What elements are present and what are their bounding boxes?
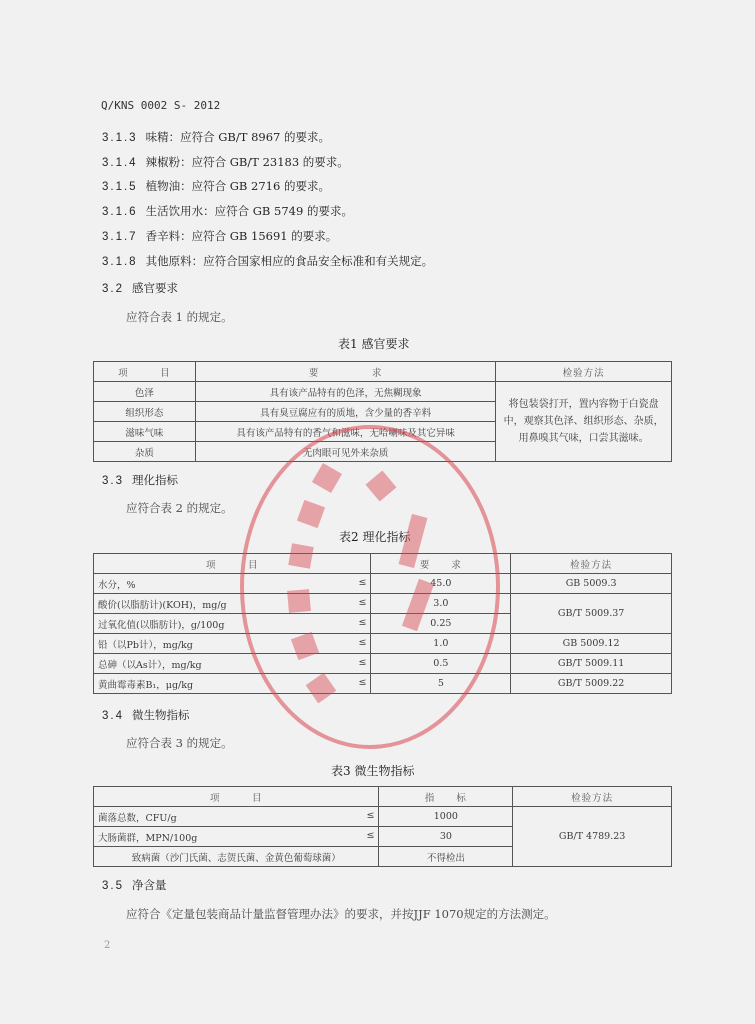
item-cell: 滋味气味: [94, 422, 196, 442]
section-3-2-heading: 3.2 感官要求: [102, 281, 178, 295]
official-seal-stamp: [230, 415, 510, 765]
item-cell: 色泽: [94, 382, 196, 402]
value-cell: 不得检出: [379, 847, 513, 867]
method-cell: GB 5009.12: [511, 634, 672, 654]
value-cell: 0.25: [371, 614, 511, 634]
section-3-3-paragraph: 应符合表 2 的规定。: [126, 501, 233, 515]
item-cell: 杂质: [94, 442, 196, 462]
header-cell: 检验方法: [513, 787, 672, 807]
page-number: 2: [104, 940, 111, 951]
section-3-3-heading: 3.3 理化指标: [102, 473, 178, 487]
header-cell: 检验方法: [511, 554, 672, 574]
value-cell: 0.5: [371, 654, 511, 674]
table-row: [94, 382, 672, 402]
item-cell: 大肠菌群，MPN/100g ≤: [94, 827, 379, 847]
table3-caption: 表3 微生物指标: [331, 764, 415, 778]
table-row: [94, 807, 672, 827]
value-cell: 30: [379, 827, 513, 847]
clause-3-1-8: 3.1.8 其他原料：应符合国家相应的食品安全标准和有关规定。: [102, 254, 434, 268]
item-cell: 致病菌（沙门氏菌、志贺氏菌、金黄色葡萄球菌）: [94, 847, 379, 867]
seal-glyphs: [287, 463, 434, 703]
method-cell: 将包装袋打开，置内容物于白瓷盘中，观察其色泽、组织形态、杂质，用鼻嗅其气味，口尝其滋味。: [496, 382, 672, 462]
section-3-4-heading: 3.4 微生物指标: [102, 708, 190, 722]
clause-3-1-7: 3.1.7 香辛料：应符合 GB 15691 的要求。: [102, 229, 338, 243]
section-3-2-paragraph: 应符合表 1 的规定。: [126, 310, 233, 324]
item-cell: 组织形态: [94, 402, 196, 422]
value-cell: 5: [371, 674, 511, 694]
standard-code: Q/KNS 0002 S- 2012: [101, 99, 221, 112]
section-3-5-paragraph: 应符合《定量包装商品计量监督管理办法》的要求，并按JJF 1070规定的方法测定。: [126, 907, 556, 921]
item-cell: 菌落总数，CFU/g ≤: [94, 807, 379, 827]
table-header-row: [94, 362, 672, 382]
value-cell: 3.0: [371, 594, 511, 614]
section-3-4-paragraph: 应符合表 3 的规定。: [126, 736, 233, 750]
section-3-5-heading: 3.5 净含量: [102, 878, 167, 892]
header-cell: 项 目: [94, 362, 196, 382]
clause-3-1-4: 3.1.4 辣椒粉：应符合 GB/T 23183 的要求。: [102, 155, 349, 169]
method-cell: GB/T 5009.37: [511, 594, 672, 634]
method-cell: GB/T 5009.11: [511, 654, 672, 674]
requirement-cell: 具有该产品特有的香气和滋味，无哈喇味及其它异味: [195, 422, 495, 442]
item-cell: 水分，% ≤: [94, 574, 371, 594]
table2-caption: 表2 理化指标: [339, 530, 411, 544]
header-cell: 要 求: [195, 362, 495, 382]
header-cell: 项 目: [94, 554, 371, 574]
value-cell: 1.0: [371, 634, 511, 654]
value-cell: 45.0: [371, 574, 511, 594]
item-cell: 总砷（以As计），mg/kg ≤: [94, 654, 371, 674]
requirement-cell: 具有臭豆腐应有的质地，含少量的香辛料: [195, 402, 495, 422]
method-cell: GB/T 5009.22: [511, 674, 672, 694]
table3-microbiological: [93, 786, 672, 867]
clause-3-1-6: 3.1.6 生活饮用水：应符合 GB 5749 的要求。: [102, 204, 353, 218]
header-cell: 项 目: [94, 787, 379, 807]
requirement-cell: 无肉眼可见外来杂质: [195, 442, 495, 462]
header-cell: 检验方法: [496, 362, 672, 382]
clause-3-1-5: 3.1.5 植物油：应符合 GB 2716 的要求。: [102, 179, 330, 193]
method-cell: GB 5009.3: [511, 574, 672, 594]
header-cell: 指 标: [379, 787, 513, 807]
method-cell: GB/T 4789.23: [513, 807, 672, 867]
item-cell: 过氧化值(以脂肪计)，g/100g ≤: [94, 614, 371, 634]
header-cell: 要 求: [371, 554, 511, 574]
table-header-row: [94, 787, 672, 807]
item-cell: 酸价(以脂肪计)(KOH)，mg/g ≤: [94, 594, 371, 614]
value-cell: 1000: [379, 807, 513, 827]
table1-caption: 表1 感官要求: [338, 337, 410, 351]
item-cell: 黄曲霉毒素B₁，μg/kg ≤: [94, 674, 371, 694]
clause-3-1-3: 3.1.3 味精：应符合 GB/T 8967 的要求。: [102, 130, 330, 144]
requirement-cell: 具有该产品特有的色泽，无焦糊现象: [195, 382, 495, 402]
item-cell: 铅（以Pb计），mg/kg ≤: [94, 634, 371, 654]
seal-ring: [242, 427, 498, 747]
